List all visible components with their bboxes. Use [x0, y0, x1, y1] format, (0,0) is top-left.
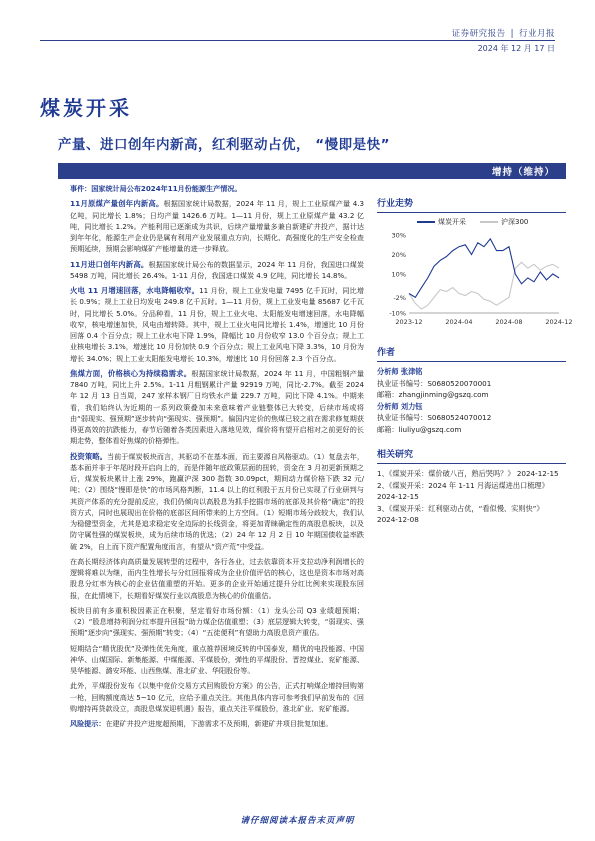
paragraph-factors: 板块目前有多重积极因素正在积聚，坚定看好市场份额：（1）龙头公司 Q3 业绩超预期；（2）“股息增持利润分红率提升回报”助力煤企估值重塑；（3）底层逻辑大转变，“弱现实、强预期”逐步向“强现实、强预期”转变；（4）“五徒便利”有望助力高股息资产重估。	[70, 605, 364, 638]
author-email[interactable]: 邮箱：liuliyu@gszq.com	[377, 424, 462, 434]
x-tick-label: 2024-12	[545, 318, 573, 326]
paragraph-coking-coal	[70, 368, 364, 447]
paragraph-output	[70, 198, 364, 254]
chart-legend	[417, 217, 566, 227]
paragraph-buyback: 此外，平煤股份发布《以集中竞价交易方式回购股份方案》的公告，正式打响煤企增持回购第一枪，回购额度高达 5~10 亿元，应给予重点关注。其他具体内容可参考我们早前发布的《回购增持再贷款设立，高股息煤炭迎机遇》报告，重点关注平煤股份，淮北矿业、兖矿能源。	[70, 681, 364, 713]
author-name: 刘力钰	[400, 401, 423, 411]
rating-bar	[58, 163, 566, 179]
x-tick-label: 2024-04	[445, 318, 473, 326]
paragraph-lead: 11月进口创年内新高。	[70, 259, 149, 269]
page-footer: 请仔细阅读本报告末页声明	[240, 816, 355, 826]
paragraph-text: 当前于煤炭板块而言，其驱动不在基本面，而主要源自风格驱动。（1）复盘去年，基本面并非于年尾时段开启向上的，而是伴随年底政策层面的扭转，资金在 3 月初更新预期之后，煤炭板块累计上涨 29%，跑赢沪深 300 指数 30.09pct，期间动力煤价格下跌 32 元/吨；（2）围绕“慢即是快”的市场风格判断，11.4 以上的红利股于五月份已实现了行业研判与其资产体系的充分提前反应，我们仍倾向以高股息为抓手挖掘市场的底部及其价格“确定”的投资方式，同时也展现出在价格的底部区间所带来的上方空间。（1）短期市场分歧较大，我们认为稳健型资金，尤其是追求稳定安全边际的长线资金，将更加青睐确定性的高股息板块，以及防守属性强的煤炭板块，成为后续市场的优选；（2）24 年 12 月 2 日 10 年期国债收益率跌破 2%，自上而下资产配置角度而言，有望从“资产荒”中受益。	[70, 451, 364, 551]
paragraph-text: 根据国家统计局数据，2024 年 11 月，规上工业原煤产量 4.3 亿吨，同比增长 1.8%；日均产量 1426.6 万吨。1—11 月份，规上工业原煤产量 43.2 亿吨，同比增长 1.2%。产能利用已逐渐成为共识，后续产量增量多兼自新建矿井投产，据计达到年年化，能源生产企业仍是属有利用产业发展重点方向，长期化、高强度化的生产安全检查预期延续，预期会影响煤矿产能增量的进一步释放。	[70, 199, 364, 254]
report-category: 证券研究报告	[451, 29, 506, 39]
author-heading: 作者	[377, 345, 566, 362]
paragraph-power	[70, 285, 364, 364]
x-tick-label: 2024-08	[495, 318, 523, 326]
main-body	[70, 183, 364, 733]
event-text: 国家统计局公布2024年11月份能源生产情况。	[91, 184, 242, 193]
author-email[interactable]: 邮箱：zhangjinming@gszq.com	[377, 390, 489, 399]
y-tick-label: 10%	[391, 270, 406, 279]
x-tick-label: 2023-12	[395, 318, 423, 326]
paragraph-text: 根据国家统计局数据，2024 年 11 月，中国粗钢产量 7840 万吨，同比上升 2.5%。1-11 月粗钢累计产量 92919 万吨，同比-2.7%。截至 2024 年 12 月 13 日当周，247 家样本钢厂日均铁水产量 229.7 万吨，同比下降 4.1%。中期来看，我们始终认为近期的一系列政策叠加未来意味着产业链整体已大转变，后续市场或将由“弱现实、强预期”逐步转向“强现实、强预期”。偏国内定价的焦煤已较之前在需求修复期获得更高效的抗跌能力，春节后随着各类因素进入落地见效，煤价将有望开启相对之前更好的长期走势，整体看好焦煤的价格弹性。	[70, 368, 364, 446]
y-tick-label: 30%	[391, 231, 406, 240]
paragraph-text: 根据国家统计局公布的数据显示，2024 年 11 月份，我国进口煤炭 5498 万吨，同比增长 26.4%。1-11 月份，我国进口煤炭 4.9 亿吨，同比增长 14.8%。	[70, 259, 365, 280]
legend-item-csi300	[480, 217, 528, 227]
author-cert: 执业证书编号：S0680524070012	[377, 413, 492, 422]
related-item[interactable]: 3、《煤炭开采：红利驱动占优，“看似慢、实则快”》 2024-12-08	[377, 503, 544, 524]
paragraph-import	[70, 259, 364, 282]
legend-swatch	[417, 221, 435, 223]
paragraph-dividend: 在高长期经济体向高质量发展转型的过程中，各行各业，过去依靠资本开支拉动净利润增长的逻辑将难以为继，而内生性增长与分红回报将成为企业价值评估的核心，这也是资本市场对高股息分红率为核心的企业估值重塑的开始。更多的企业开始通过提升分红比例来实现股东回报，在此情境下，长期看好煤炭行业以高股息为核心的价值重估。	[70, 556, 364, 600]
report-subtitle: 产量、进口创年内新高，红利驱动占优， “慢即是快”	[58, 137, 390, 153]
author-line	[377, 366, 566, 378]
legend-swatch	[480, 221, 498, 223]
report-type: 行业月报	[518, 29, 555, 39]
series-line	[409, 262, 559, 309]
paragraph-risk	[70, 718, 364, 729]
legend-item-coal	[417, 217, 466, 227]
report-header: 证券研究报告 | 行业月报	[451, 29, 555, 39]
industry-trend-chart	[377, 227, 573, 331]
author-block	[377, 366, 566, 435]
event-label: 事件：	[70, 184, 92, 193]
chart-heading: 行业走势	[377, 196, 566, 213]
series-line	[409, 239, 559, 298]
author-cert: 执业证书编号：S0680520070001	[377, 378, 492, 388]
author-line	[377, 401, 566, 413]
report-date: 2024 年 12 月 17 日	[477, 44, 555, 53]
author-role: 分析师	[377, 367, 399, 376]
page-title: 煤炭开采	[40, 96, 132, 120]
legend-label: 沪深300	[501, 218, 529, 226]
legend-label: 煤炭开采	[438, 218, 466, 226]
paragraph-text: 11 月份，规上工业发电量 7495 亿千瓦时，同比增长 0.9%；规上工业日均发电 249.8 亿千瓦时。1—11 月份，规上工业发电量 85687 亿千瓦时，同比增长 5.0%。分品种看，11 月份，规上工业火电、太阳能发电增速回落，水电降幅收窄，核电增速加快，风电由增转降。其中，规上工业火电同比增长 1.4%，增速比 10 月份回落 0.4 个百分点；规上工业水电下降 1.9%，降幅比 10 月份收窄 13.0 个百分点；规上工业核电增长 3.1%，增速比 10 月份加快 0.9 个百分点；规上工业风电下降 3.3%，10 月份为增长 34.0%；规上工业太阳能发电增长 10.3%，增速比 10 月份回落 2.3 个百分点。	[70, 286, 365, 363]
author-name: 张津铭	[400, 367, 423, 376]
paragraph-lead: 焦煤方面，价格核心为持续稳需求。	[70, 368, 192, 378]
related-item[interactable]: 2、《煤炭开采：2024 年 1-11 月海运煤进出口梳理》 2024-12-15	[377, 480, 549, 501]
paragraph-picks: 短期结合“精优股优”及弹性优先角度，重点推荐困境反转的中国泰发，精优的电投能源、中国神华、山煤国际、新集能源、中煤能源、平煤股份，弹性的平煤股份、晋控煤业、兖矿能源、昊华能源、潞安环能、山西焦煤、淮北矿业、华阳股份等。	[70, 643, 364, 675]
y-tick-label: -2%	[393, 293, 406, 302]
risk-text: 在建矿井投产进度超预期，下游需求不及预期，新建矿井项目批复加速。	[105, 719, 333, 728]
sidebar	[377, 196, 573, 526]
risk-label: 风险提示：	[70, 719, 106, 728]
paragraph-lead: 火电 11 月增速回落，水电降幅收窄。	[70, 286, 200, 295]
y-tick-label: -10%	[389, 309, 406, 318]
y-tick-label: 20%	[391, 251, 406, 259]
header-rule	[40, 40, 555, 41]
paragraph-strategy	[70, 451, 364, 552]
related-item[interactable]: 1、《煤炭开采：煤价破八百，熟后哭吗？》 2024-12-15	[377, 469, 559, 478]
rating-badge: 增持（维持）	[491, 167, 555, 178]
event-paragraph	[70, 183, 364, 194]
related-heading: 相关研究	[377, 447, 566, 464]
paragraph-lead: 11月原煤产量创年内新高。	[70, 199, 164, 209]
related-research-list	[377, 468, 566, 526]
paragraph-lead: 投资策略。	[70, 451, 108, 461]
author-role: 分析师	[377, 401, 399, 411]
